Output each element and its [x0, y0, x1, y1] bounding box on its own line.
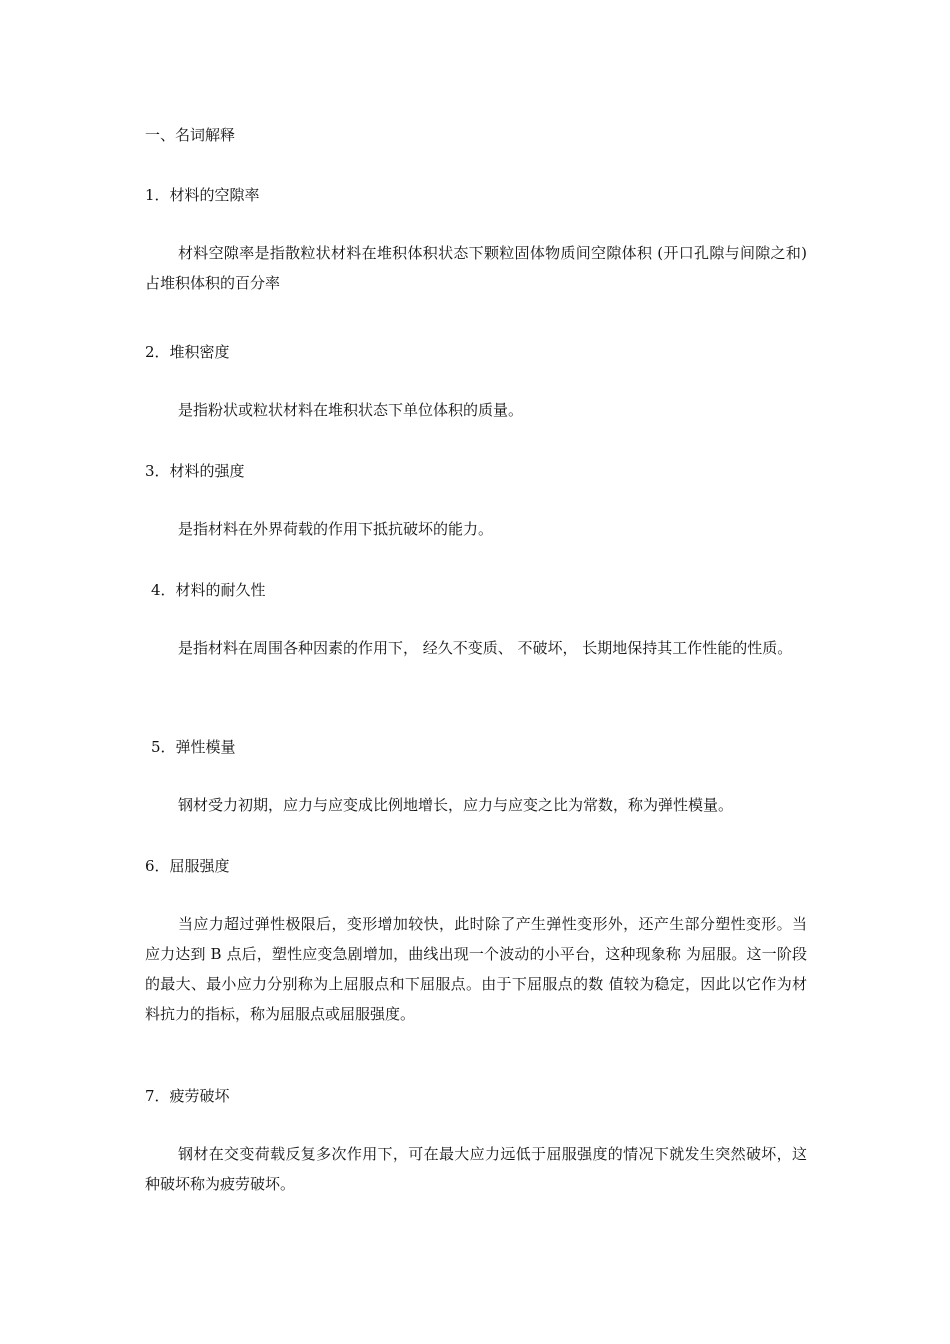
- term-heading-6: 6．屈服强度: [145, 857, 230, 875]
- term-heading-1: 1．材料的空隙率: [145, 186, 260, 204]
- term-definition-4: 是指材料在周围各种因素的作用下， 经久不变质、 不破坏， 长期地保持其工作性能的性质。: [178, 639, 793, 657]
- term-definition-1: 材料空隙率是指散粒状材料在堆积体积状态下颗粒固体物质间空隙体积 (开口孔隙与间隙之和)占堆积体积的百分率: [145, 244, 807, 292]
- section-title: 一、名词解释: [145, 126, 236, 144]
- term-heading-3: 3．材料的强度: [145, 462, 245, 480]
- term-definition-7: 钢材在交变荷载反复多次作用下，可在最大应力远低于屈服强度的情况下就发生突然破坏，这种破坏称为疲劳破坏。: [145, 1145, 807, 1193]
- term-heading-4: 4．材料的耐久性: [151, 581, 266, 599]
- term-definition-6: 当应力超过弹性极限后，变形增加较快，此时除了产生弹性变形外，还产生部分塑性变形。当应力达到 B 点后，塑性应变急剧增加，曲线出现一个波动的小平台，这种现象称 为屈服。这一阶段的最大、最小应力分别称为上屈服点和下屈服点。由于下屈服点的数 值较为稳定，因此以它作为材料抗力的指标，称为屈服点或屈服强度。: [145, 915, 807, 1023]
- term-heading-7: 7．疲劳破坏: [145, 1087, 230, 1105]
- term-definition-5: 钢材受力初期，应力与应变成比例地增长，应力与应变之比为常数，称为弹性模量。: [178, 796, 734, 814]
- term-heading-2: 2．堆积密度: [145, 343, 230, 361]
- term-definition-3: 是指材料在外界荷载的作用下抵抗破坏的能力。: [178, 520, 494, 538]
- term-heading-5: 5．弹性模量: [151, 738, 236, 756]
- term-definition-2: 是指粉状或粒状材料在堆积状态下单位体积的质量。: [178, 401, 524, 419]
